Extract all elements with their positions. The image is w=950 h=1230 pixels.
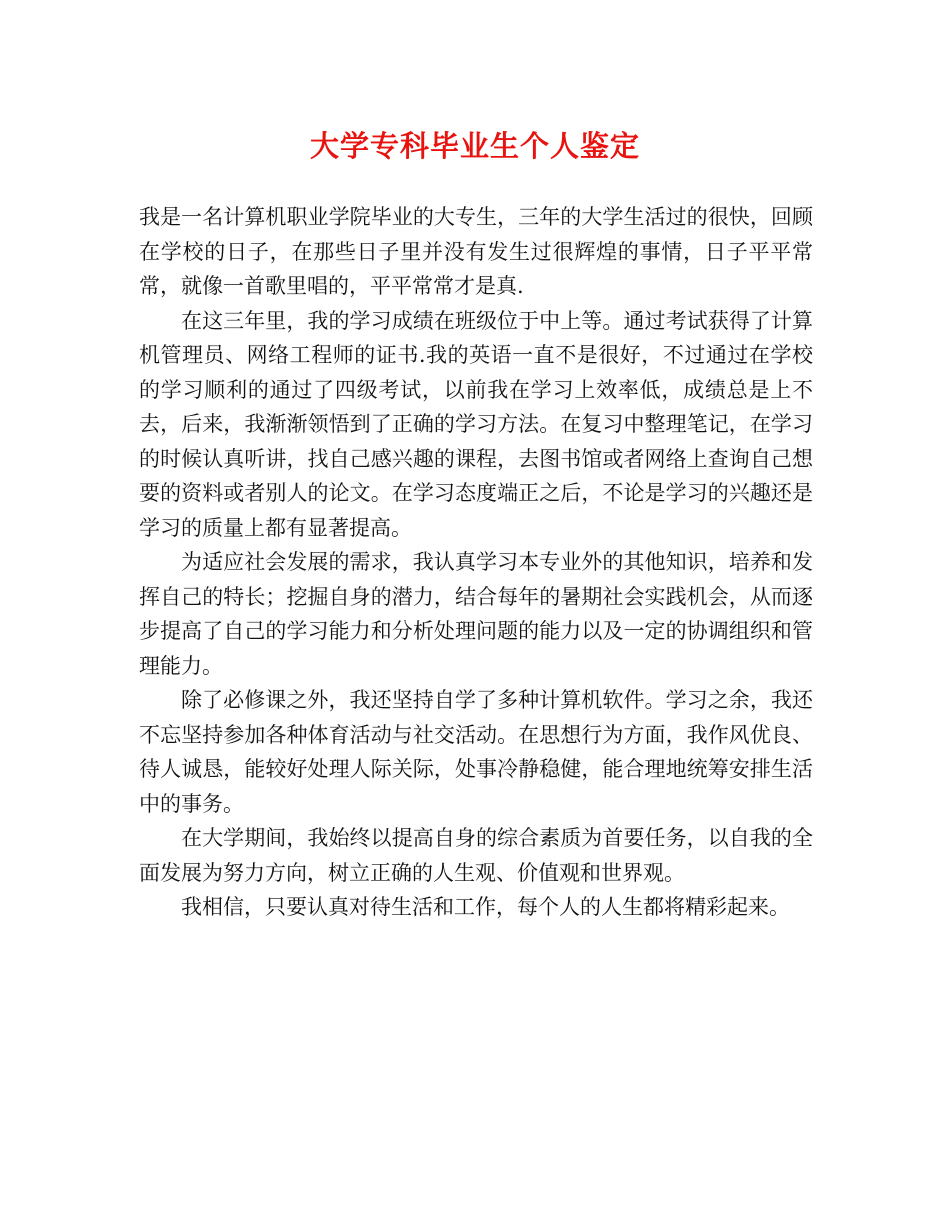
paragraph-activities: 除了必修课之外，我还坚持自学了多种计算机软件。学习之余，我还不忘坚持参加各种体育活动与社交活动。在思想行为方面，我作风优良、待人诚恳，能较好处理人际关际，处事冷静稳健，能合理地统筹安排生活中的事务。 [139,688,813,816]
paragraph-intro: 我是一名计算机职业学院毕业的大专生，三年的大学生活过的很快，回顾在学校的日子，在那些日子里并没有发生过很辉煌的事情，日子平平常常，就像一首歌里唱的，平平常常才是真. [139,205,813,298]
document-body [139,200,813,925]
paragraph-goals: 在大学期间，我始终以提高自身的综合素质为首要任务，以自我的全面发展为努力方向，树立正确的人生观、价值观和世界观。 [139,826,813,885]
paragraph-skills: 为适应社会发展的需求，我认真学习本专业外的其他知识，培养和发挥自己的特长；挖掘自身的潜力，结合每年的暑期社会实践机会，从而逐步提高了自己的学习能力和分析处理问题的能力以及一定的协调组织和管理能力。 [139,550,813,678]
document-title: 大学专科毕业生个人鉴定 [309,129,640,163]
paragraph-closing: 我相信，只要认真对待生活和工作，每个人的人生都将精彩起来。 [181,895,790,919]
paragraph-academics: 在这三年里，我的学习成绩在班级位于中上等。通过考试获得了计算机管理员、网络工程师的证书.我的英语一直不是很好，不过通过在学校的学习顺利的通过了四级考试，以前我在学习上效率低，成绩总是上不去，后来，我渐渐领悟到了正确的学习方法。在复习中整理笔记，在学习的时候认真听讲，找自己感兴趣的课程，去图书馆或者网络上查询自己想要的资料或者别人的论文。在学习态度端正之后，不论是学习的兴趣还是学习的质量上都有显著提高。 [139,308,813,540]
